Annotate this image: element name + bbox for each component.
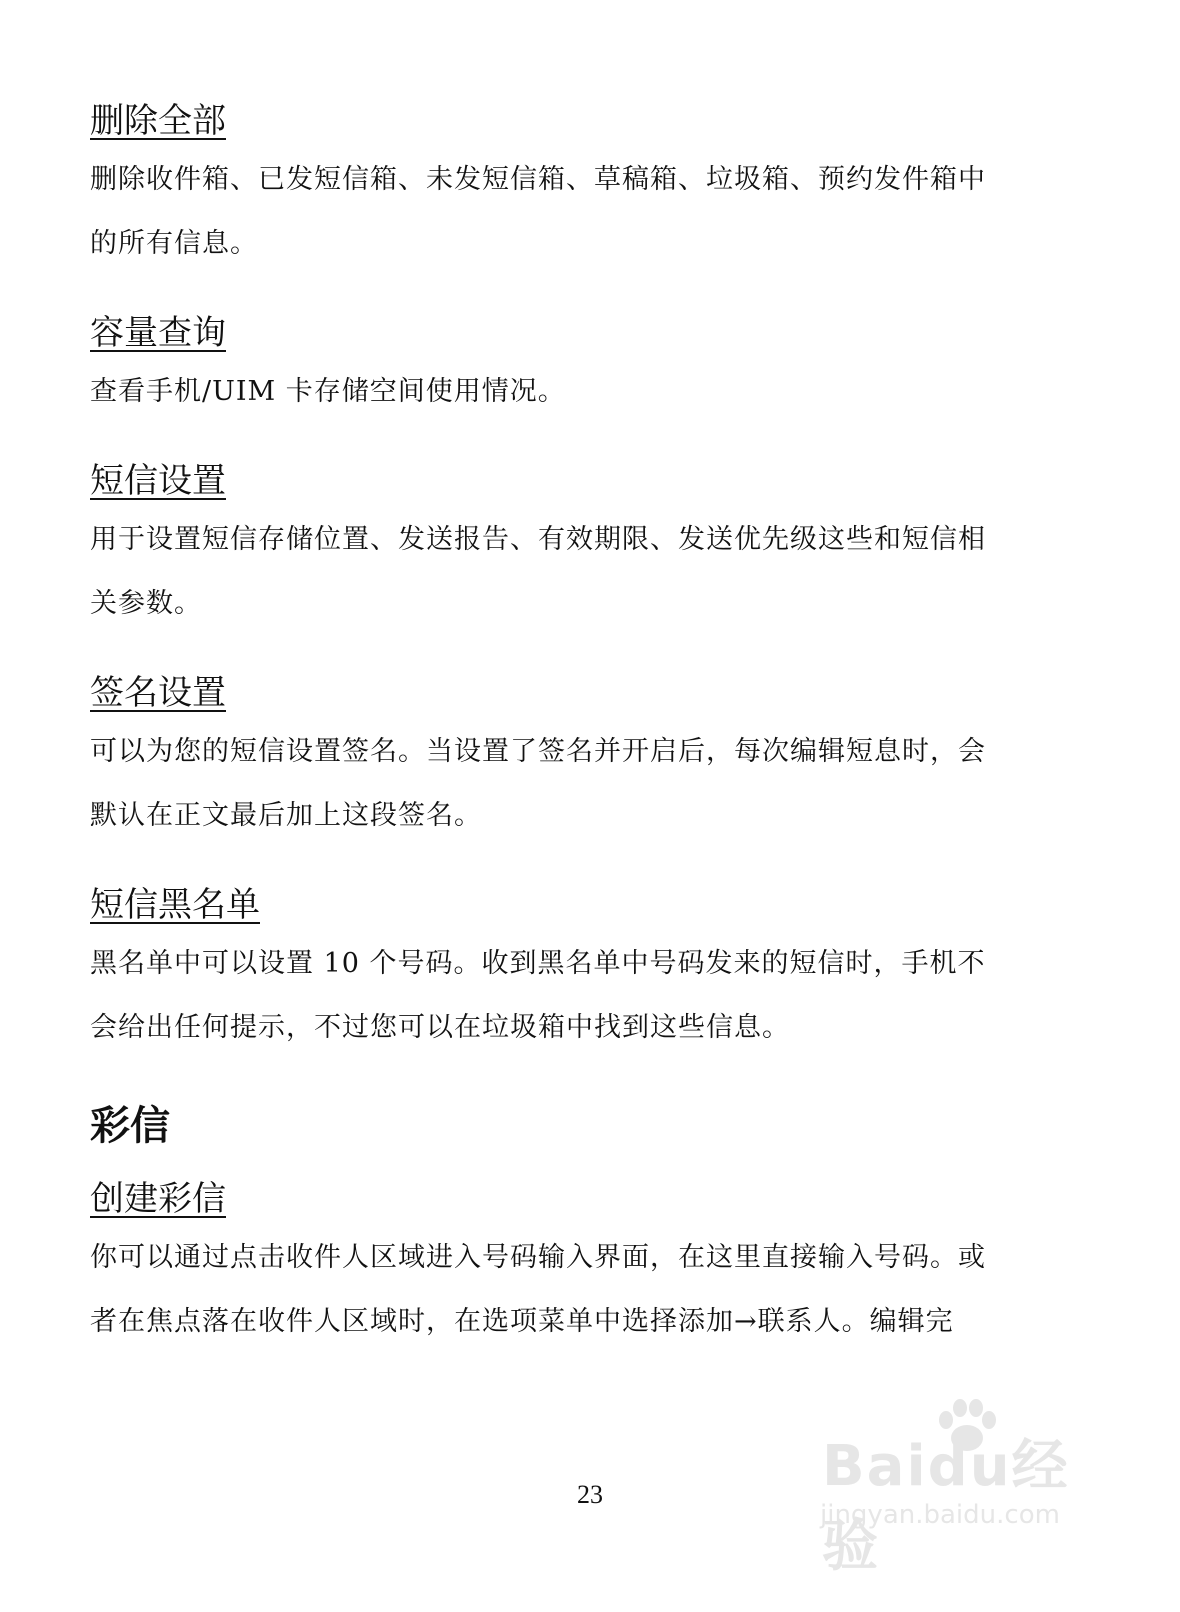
section-create-mms	[90, 1178, 1050, 1354]
body-line: 你可以通过点击收件人区域进入号码输入界面，在这里直接输入号码。或	[90, 1242, 986, 1273]
major-section-title: 彩信	[90, 1103, 170, 1149]
body-line: 关参数。	[90, 588, 202, 619]
body-line: 黑名单中可以设置 10 个号码。收到黑名单中号码发来的短信时，手机不	[90, 948, 986, 979]
section-body	[90, 360, 1050, 424]
spacer	[90, 848, 1050, 884]
section-sms-blacklist	[90, 884, 1050, 1060]
spacer	[90, 276, 1050, 312]
section-heading: 容量查询	[90, 313, 226, 353]
spacer	[90, 1060, 1050, 1096]
body-line: 会给出任何提示，不过您可以在垃圾箱中找到这些信息。	[90, 1012, 790, 1043]
section-sms-settings	[90, 460, 1050, 636]
section-heading: 创建彩信	[90, 1179, 226, 1219]
body-line: 用于设置短信存储位置、发送报告、有效期限、发送优先级这些和短信相	[90, 524, 986, 555]
section-body	[90, 932, 1050, 1060]
body-line: 默认在正文最后加上这段签名。	[90, 800, 482, 831]
body-line: 可以为您的短信设置签名。当设置了签名并开启后，每次编辑短息时，会	[90, 736, 986, 767]
body-line: 删除收件箱、已发短信箱、未发短信箱、草稿箱、垃圾箱、预约发件箱中	[90, 164, 986, 195]
spacer	[90, 636, 1050, 672]
section-signature-settings	[90, 672, 1050, 848]
section-body	[90, 1226, 1050, 1354]
watermark-url: jingyan.baidu.com	[820, 1500, 1060, 1530]
section-body	[90, 508, 1050, 636]
section-body	[90, 148, 1050, 276]
section-delete-all	[90, 100, 1050, 276]
section-heading: 签名设置	[90, 673, 226, 713]
body-line: 者在焦点落在收件人区域时，在选项菜单中选择添加→联系人。编辑完	[90, 1306, 954, 1337]
baidu-watermark	[812, 1396, 1112, 1579]
section-heading: 短信设置	[90, 461, 226, 501]
section-body	[90, 720, 1050, 848]
section-capacity-query	[90, 312, 1050, 424]
section-heading: 短信黑名单	[90, 885, 260, 925]
watermark-logo-text: Baidu经验	[822, 1434, 1070, 1579]
body-line: 查看手机/UIM 卡存储空间使用情况。	[90, 376, 566, 407]
page-content	[90, 100, 1050, 1354]
spacer	[90, 424, 1050, 460]
section-heading: 删除全部	[90, 101, 226, 141]
page-number: 23	[577, 1480, 603, 1509]
body-line: 的所有信息。	[90, 228, 258, 259]
